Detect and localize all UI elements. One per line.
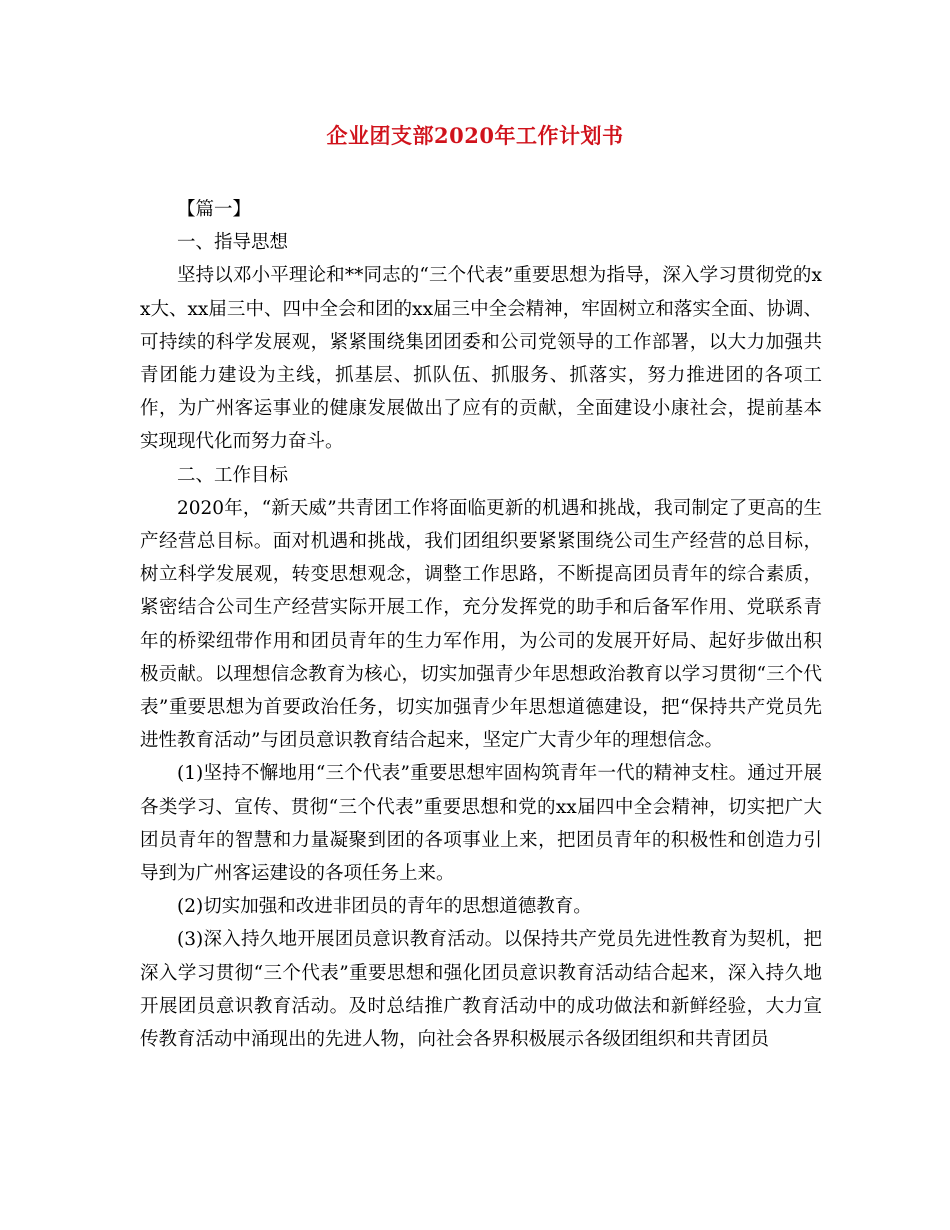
paragraph: (1)坚持不懈地用“三个代表”重要思想牢固构筑青年一代的精神支柱。通过开展各类学习、宣传、贯彻“三个代表”重要思想和党的xx届四中全会精神，切实把广大团员青年的智慧和力量凝聚到团的各项事业上来，把团员青年的积极性和创造力引导到为广州客运建设的各项任务上来。 — [140, 763, 822, 885]
section-heading: 二、工作目标 — [177, 464, 289, 486]
paragraph: 2020年，“新天威”共青团工作将面临更新的机遇和挑战，我司制定了更高的生产经营总目标。面对机遇和挑战，我们团组织要紧紧围绕公司生产经营的总目标，树立科学发展观，转变思想观念，调整工作思路，不断提高团员青年的综合素质，紧密结合公司生产经营实际开展工作，充分发挥党的助手和后备军作用、党联系青年的桥梁纽带作用和团员青年的生力军作用，为公司的发展开好局、起好步做出积极贡献。以理想信念教育为核心，切实加强青少年思想政治教育以学习贯彻“三个代表”重要思想为首要政治任务，切实加强青少年思想道德建设，把“保持共产党员先进性教育活动”与团员意识教育结合起来，坚定广大青少年的理想信念。 — [140, 497, 822, 752]
section-marker: 【篇一】 — [177, 199, 252, 220]
paragraph: 坚持以邓小平理论和**同志的“三个代表”重要思想为指导，深入学习贯彻党的xx大、xx届三中、四中全会和团的xx届三中全会精神，牢固树立和落实全面、协调、可持续的科学发展观，紧紧围绕集团团委和公司党领导的工作部署，以大力加强共青团能力建设为主线，抓基层、抓队伍、抓服务、抓落实，努力推进团的各项工作，为广州客运事业的健康发展做出了应有的贡献，全面建设小康社会，提前基本实现现代化而努力奋斗。 — [140, 265, 822, 453]
paragraph: (2)切实加强和改进非团员的青年的思想道德教育。 — [177, 896, 592, 918]
document-title: 企业团支部2020年工作计划书 — [326, 123, 624, 148]
paragraph: (3)深入持久地开展团员意识教育活动。以保持共产党员先进性教育为契机，把深入学习贯彻“三个代表”重要思想和强化团员意识教育活动结合起来，深入持久地开展团员意识教育活动。及时总结推广教育活动中的成功做法和新鲜经验，大力宣传教育活动中涌现出的先进人物，向社会各界积极展示各级团组织和共青团员 — [140, 929, 822, 1051]
section-heading: 一、指导思想 — [177, 232, 289, 254]
document-body — [140, 193, 822, 1056]
